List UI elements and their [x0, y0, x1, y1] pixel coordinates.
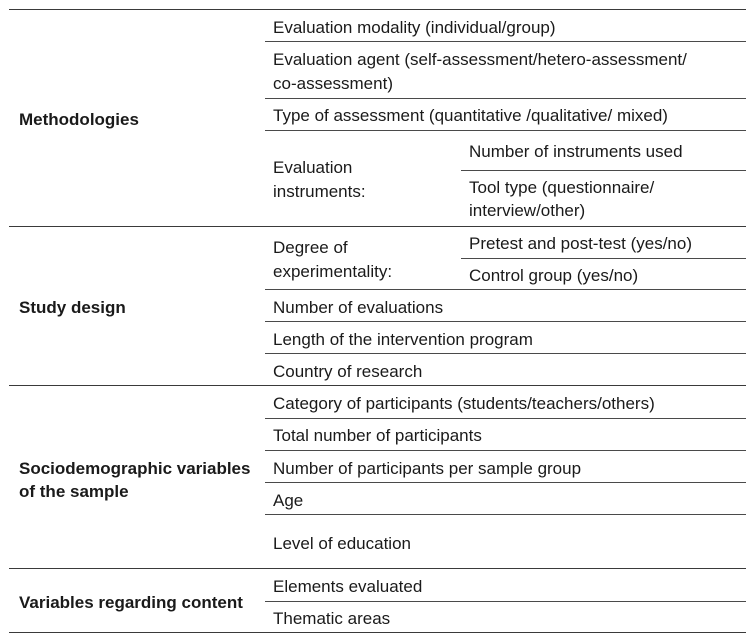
subitem-tool-type-line2: interview/other) — [469, 201, 586, 220]
subitem-pretest-posttest: Pretest and post-test (yes/no) — [469, 234, 692, 253]
item-degree-of-experimentality-line2: experimentality: — [273, 262, 393, 281]
group-separator — [9, 385, 746, 386]
row-separator — [265, 418, 746, 419]
group-label-study-design: Study design — [19, 298, 126, 317]
item-category-of-participants: Category of participants (students/teachers/others) — [273, 394, 655, 413]
item-thematic-areas: Thematic areas — [273, 609, 391, 628]
row-separator — [265, 482, 746, 483]
subitem-number-of-instruments: Number of instruments used — [469, 142, 683, 161]
row-separator — [265, 514, 746, 515]
item-age: Age — [273, 491, 304, 510]
item-total-participants: Total number of participants — [273, 426, 482, 445]
table-bottom-rule — [9, 632, 746, 633]
item-evaluation-agent: Evaluation agent (self-assessment/hetero-assessment/ — [273, 50, 687, 69]
group-label-sociodemographic: Sociodemographic variables — [19, 459, 251, 478]
row-separator — [265, 289, 746, 290]
group-separator — [9, 226, 746, 227]
item-length-of-program: Length of the intervention program — [273, 330, 533, 349]
item-type-of-assessment: Type of assessment (quantitative /qualitative/ mixed) — [273, 106, 668, 125]
group-label-content: Variables regarding content — [19, 593, 243, 612]
row-separator — [265, 130, 746, 131]
row-separator — [265, 353, 746, 354]
row-separator — [265, 321, 746, 322]
item-degree-of-experimentality: Degree of — [273, 238, 348, 257]
item-elements-evaluated: Elements evaluated — [273, 577, 423, 596]
item-participants-per-group: Number of participants per sample group — [273, 459, 582, 478]
row-separator — [265, 41, 746, 42]
subrow-separator — [461, 258, 746, 259]
row-separator — [265, 98, 746, 99]
subitem-control-group: Control group (yes/no) — [469, 266, 639, 285]
item-number-of-evaluations: Number of evaluations — [273, 298, 444, 317]
subrow-separator — [461, 170, 746, 171]
group-label-sociodemographic-line2: of the sample — [19, 482, 129, 501]
item-level-of-education: Level of education — [273, 534, 411, 553]
item-country-of-research: Country of research — [273, 362, 423, 381]
subitem-tool-type: Tool type (questionnaire/ — [469, 178, 655, 197]
item-evaluation-agent-line2: co-assessment) — [273, 74, 393, 93]
item-evaluation-instruments: Evaluation — [273, 158, 353, 177]
group-label-methodologies: Methodologies — [19, 110, 139, 129]
table-top-rule — [9, 9, 746, 10]
item-evaluation-modality: Evaluation modality (individual/group) — [273, 18, 556, 37]
row-separator — [265, 601, 746, 602]
item-evaluation-instruments-line2: instruments: — [273, 182, 366, 201]
group-separator — [9, 568, 746, 569]
row-separator — [265, 450, 746, 451]
